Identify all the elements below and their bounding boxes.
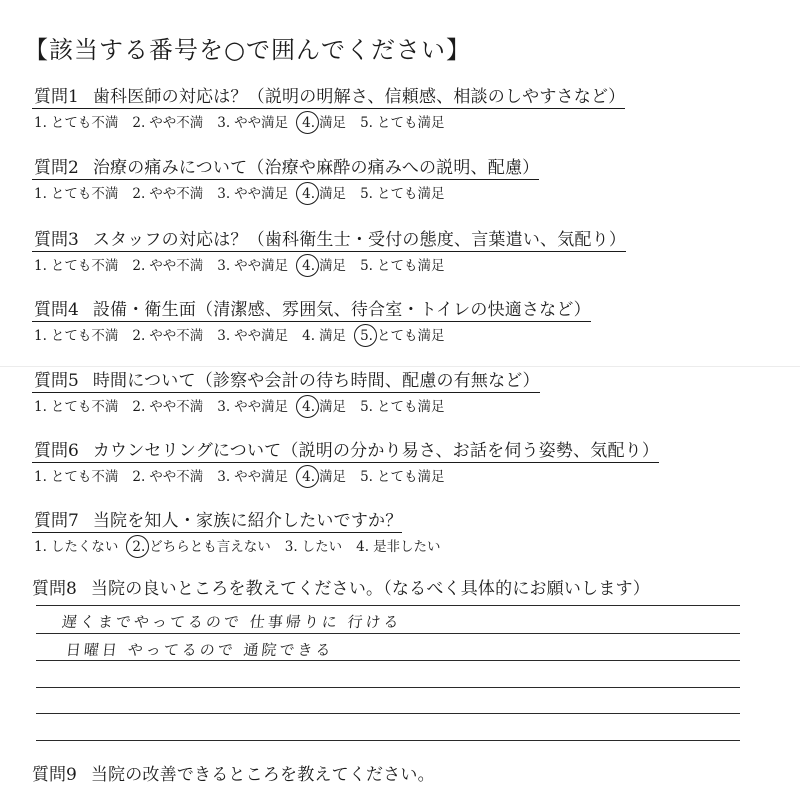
question-2 [32,153,539,202]
question-heading [32,82,625,109]
option-label: 満足 [319,258,347,274]
option-number: 3. [217,186,231,202]
option-number: 4. [356,539,370,555]
option-number: 3. [217,115,231,131]
option-number: 3. [217,469,231,485]
option-label: とても満足 [376,186,445,202]
option-label: やや不満 [149,469,204,485]
option-label: したくない [50,539,119,555]
question-9-text: 当院の改善できるところを教えてください。 [90,765,435,785]
question-4 [32,295,591,344]
circled-option-number: 2. [132,539,146,555]
answer-option[interactable] [132,111,203,131]
answer-option[interactable] [360,324,444,344]
option-number: 1. [34,469,47,485]
answer-option[interactable] [302,111,346,131]
answer-option[interactable] [132,254,203,274]
answer-option[interactable] [34,395,118,415]
option-label: とても満足 [376,469,445,485]
question-text: 設備・衛生面（清潔感、雰囲気、待合室・トイレの快適さなど） [92,300,591,320]
option-label: やや満足 [234,115,289,131]
answer-option[interactable] [34,324,118,344]
answer-line [36,633,740,634]
option-label: 満足 [319,469,347,485]
option-label: やや不満 [149,328,204,344]
option-label: とても不満 [50,328,119,344]
answer-option[interactable] [132,465,203,485]
option-label: とても不満 [50,469,119,485]
answer-options [32,111,625,131]
answer-option[interactable] [217,324,288,344]
answer-option[interactable] [34,465,118,485]
question-6 [32,436,659,485]
question-text: 歯科医師の対応は？（説明の明解さ、信頼感、相談のしやすさなど） [92,87,626,107]
option-number: 4. [302,328,316,344]
question-text: 当院を知人・家族に紹介したいですか？ [92,511,403,531]
option-label: やや不満 [149,115,204,131]
option-label: やや不満 [149,399,204,415]
option-number: 5. [360,399,373,415]
question-number: 質問1 [34,87,79,107]
answer-option[interactable] [34,111,118,131]
option-label: とても不満 [50,115,119,131]
answer-option[interactable] [302,254,346,274]
option-number: 1. [34,539,47,555]
option-number: 1. [34,258,47,274]
option-number: 2. [132,399,146,415]
answer-option[interactable] [285,535,342,555]
question-heading [32,153,539,180]
question-9-heading [32,760,435,785]
option-label: やや満足 [234,469,289,485]
option-label: とても満足 [376,258,445,274]
option-label: とても不満 [50,399,119,415]
option-label: 是非したい [373,539,441,555]
option-number: 2. [132,186,146,202]
answer-options [32,535,455,555]
option-number: 2. [132,258,146,274]
question-8-text: 当院の良いところを教えてください。（なるべく具体的にお願いします） [90,579,650,599]
answer-line [36,687,740,688]
option-label: やや不満 [149,186,204,202]
circled-option-number: 5. [360,328,373,344]
question-heading [32,295,591,322]
option-label: やや不満 [149,258,204,274]
option-label: とても不満 [50,186,119,202]
page-title: 【該当する番号を○で囲んでください】 [24,36,471,64]
option-number: 3. [217,399,231,415]
question-3 [32,225,626,274]
option-number: 2. [132,469,146,485]
option-number: 5. [360,469,373,485]
option-number: 3. [284,539,298,555]
answer-option[interactable] [360,395,444,415]
answer-line [36,740,740,741]
question-text: 治療の痛みについて（治療や麻酔の痛みへの説明、配慮） [92,158,540,178]
answer-option[interactable] [360,111,444,131]
option-label: 満足 [319,186,347,202]
option-number: 1. [34,328,47,344]
handwritten-answer-2: 日曜日 やってるので 通院できる [65,641,335,659]
question-number: 質問3 [34,230,79,250]
answer-option[interactable] [217,465,288,485]
option-number: 1. [34,399,47,415]
option-label: やや満足 [234,328,289,344]
question-number: 質問5 [34,371,79,391]
answer-option[interactable] [302,324,346,344]
question-number: 質問7 [34,511,79,531]
question-heading [32,366,540,393]
option-number: 3. [217,328,231,344]
answer-options [32,395,540,415]
answer-option[interactable] [302,395,346,415]
answer-line [36,713,740,714]
option-label: 満足 [319,115,347,131]
question-8-number: 質問8 [32,579,77,599]
question-9-number: 質問9 [32,765,77,785]
answer-option[interactable] [360,182,444,202]
option-label: どちらとも言えない [149,539,271,555]
answer-option[interactable] [34,182,118,202]
answer-option[interactable] [132,535,270,555]
handwritten-answer-1: 遅くまでやってるので 仕事帰りに 行ける [61,613,403,631]
question-8-heading [32,574,650,599]
question-5 [32,366,540,415]
option-number: 5. [360,115,373,131]
answer-options [32,324,591,344]
answer-line [36,605,740,606]
question-heading [32,225,626,252]
question-number: 質問6 [34,441,79,461]
answer-option[interactable] [356,535,440,555]
answer-option[interactable] [132,324,203,344]
circled-option-number: 4. [302,186,316,202]
answer-option[interactable] [360,254,444,274]
circled-option-number: 4. [302,258,316,274]
option-label: とても不満 [50,258,119,274]
answer-option[interactable] [217,254,288,274]
option-number: 1. [34,186,47,202]
answer-options [32,465,659,485]
answer-option[interactable] [34,254,118,274]
option-label: とても満足 [376,115,445,131]
answer-option[interactable] [132,182,203,202]
question-7 [32,506,455,555]
question-text: 時間について（診察や会計の待ち時間、配慮の有無など） [92,371,540,391]
question-number: 質問4 [34,300,79,320]
option-label: とても満足 [376,328,445,344]
option-number: 5. [360,258,373,274]
answer-option[interactable] [302,465,346,485]
option-number: 5. [360,186,373,202]
option-label: 満足 [319,399,347,415]
option-number: 1. [34,115,47,131]
circled-option-number: 4. [302,399,316,415]
question-heading [32,436,659,463]
answer-option[interactable] [360,465,444,485]
option-label: 満足 [319,328,347,344]
answer-option[interactable] [132,395,203,415]
answer-option[interactable] [217,395,288,415]
circled-option-number: 4. [302,115,316,131]
question-text: カウンセリングについて（説明の分かり易さ、お話を伺う姿勢、気配り） [92,441,660,461]
option-label: やや満足 [234,186,289,202]
answer-line [36,660,740,661]
question-number: 質問2 [34,158,79,178]
circled-option-number: 4. [302,469,316,485]
option-number: 2. [132,115,146,131]
scan-artifact [0,366,800,367]
option-number: 3. [217,258,231,274]
option-label: したい [301,539,343,555]
option-label: とても満足 [376,399,445,415]
answer-options [32,182,539,202]
question-heading [32,506,402,533]
answer-option[interactable] [302,182,346,202]
answer-options [32,254,626,274]
answer-option[interactable] [217,182,288,202]
answer-option[interactable] [217,111,288,131]
question-1 [32,82,625,131]
option-number: 2. [132,328,146,344]
option-label: やや満足 [234,258,289,274]
option-label: やや満足 [234,399,289,415]
answer-option[interactable] [34,535,118,555]
question-text: スタッフの対応は？（歯科衛生士・受付の態度、言葉遣い、気配り） [92,230,627,250]
